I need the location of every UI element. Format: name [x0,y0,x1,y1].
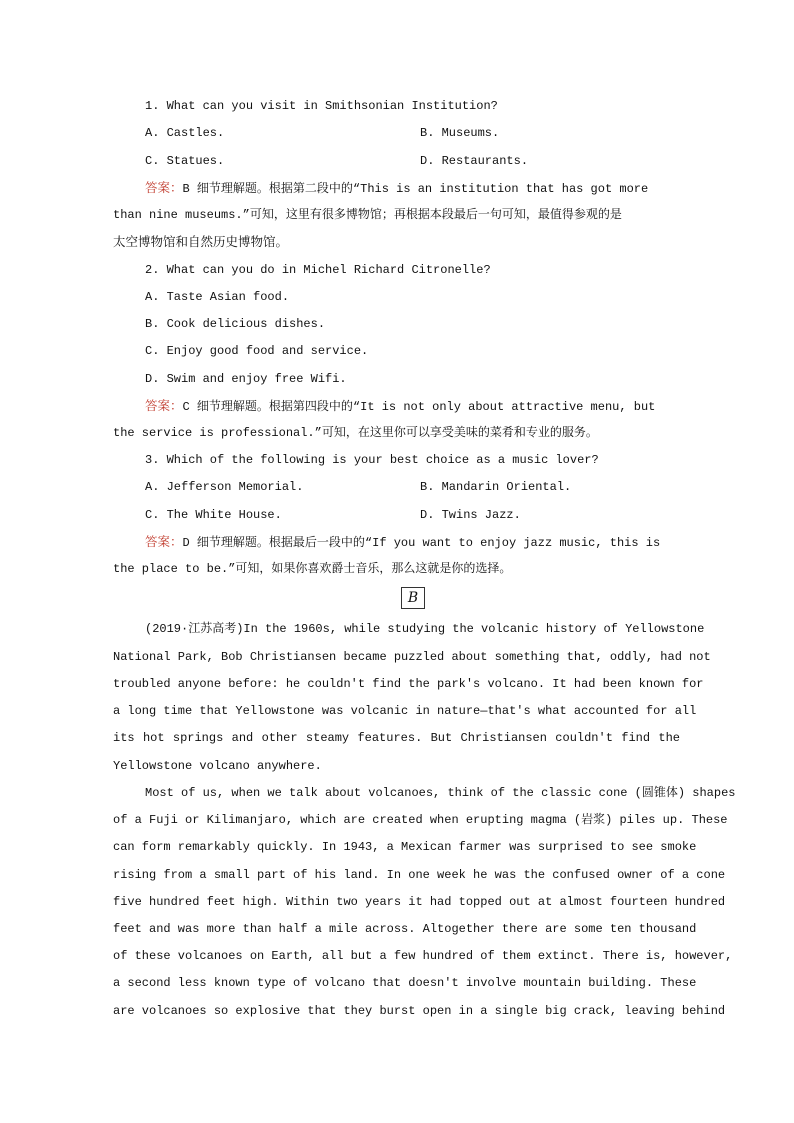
q3-answer-text-1: D 细节理解题。根据最后一段中的“If you want to enjoy jazz music, this is [182,536,661,550]
passage-line: feet and was more than half a mile across. Altogether there are some ten thousand [113,922,697,936]
q3-option-b: B. Mandarin Oriental. [420,480,572,494]
question-1: 1. What can you visit in Smithsonian Institution? [145,99,498,113]
q1-answer-text-1: B 细节理解题。根据第二段中的“This is an institution that has got more [182,182,649,196]
answer-label: 答案： [145,398,183,413]
passage-line: five hundred feet high. Within two years it had topped out at almost fourteen hundred [113,895,726,909]
question-2: 2. What can you do in Michel Richard Citronelle? [145,263,491,277]
question-3: 3. Which of the following is your best choice as a music lover? [145,453,599,467]
q1-option-b: B. Museums. [420,126,500,140]
passage-line: its hot springs and other steamy features. But Christiansen couldn't find the [113,731,680,745]
q1-answer-line-3: 太空博物馆和自然历史博物馆。 [113,234,289,249]
q2-answer-text-1: C 细节理解题。根据第四段中的“It is not only about attractive menu, but [182,400,656,414]
q1-option-d: D. Restaurants. [420,154,529,168]
q2-option-c: C. Enjoy good food and service. [145,344,369,358]
q3-option-a: A. Jefferson Memorial. [145,480,304,494]
q2-option-d: D. Swim and enjoy free Wifi. [145,372,347,386]
q1-option-c: C. Statues. [145,154,225,168]
q3-answer-line-1 [145,534,660,551]
q3-option-c: C. The White House. [145,508,282,522]
q2-answer-line-2: the service is professional.”可知，在这里你可以享受美味的菜肴和专业的服务。 [113,426,598,440]
passage-line: National Park, Bob Christiansen became puzzled about something that, oddly, had not [113,650,711,664]
q3-answer-line-2: the place to be.”可知，如果你喜欢爵士音乐，那么这就是你的选择。 [113,562,512,576]
passage-line: troubled anyone before: he couldn't find the park's volcano. It had been known for [113,677,704,691]
q2-answer-line-1 [145,398,655,415]
answer-label: 答案： [145,534,183,549]
passage-line: a long time that Yellowstone was volcanic in nature—that's what accounted for all [113,704,697,718]
answer-label: 答案： [145,180,183,195]
q2-option-a: A. Taste Asian food. [145,290,290,304]
q1-option-a: A. Castles. [145,126,225,140]
passage-line: Most of us, when we talk about volcanoes, think of the classic cone (圆锥体) shapes [145,786,736,800]
q1-answer-line-2: than nine museums.”可知，这里有很多博物馆；再根据本段最后一句可知，最值得参观的是 [113,208,622,222]
passage-line: of these volcanoes on Earth, all but a few hundred of them extinct. There is, however, [113,949,733,963]
passage-line: can form remarkably quickly. In 1943, a Mexican farmer was surprised to see smoke [113,840,697,854]
section-b-badge: B [401,587,425,609]
q3-option-d: D. Twins Jazz. [420,508,521,522]
passage-line: Yellowstone volcano anywhere. [113,759,322,773]
passage-line: (2019·江苏高考)In the 1960s, while studying the volcanic history of Yellowstone [145,622,705,636]
passage-line: a second less known type of volcano that doesn't involve mountain building. These [113,976,697,990]
q1-answer-line-1 [145,180,648,197]
passage-line: are volcanoes so explosive that they burst open in a single big crack, leaving behind [113,1004,726,1018]
passage-line: of a Fuji or Kilimanjaro, which are created when erupting magma (岩浆) piles up. These [113,813,728,827]
q2-option-b: B. Cook delicious dishes. [145,317,326,331]
passage-line: rising from a small part of his land. In one week he was the confused owner of a cone [113,868,726,882]
